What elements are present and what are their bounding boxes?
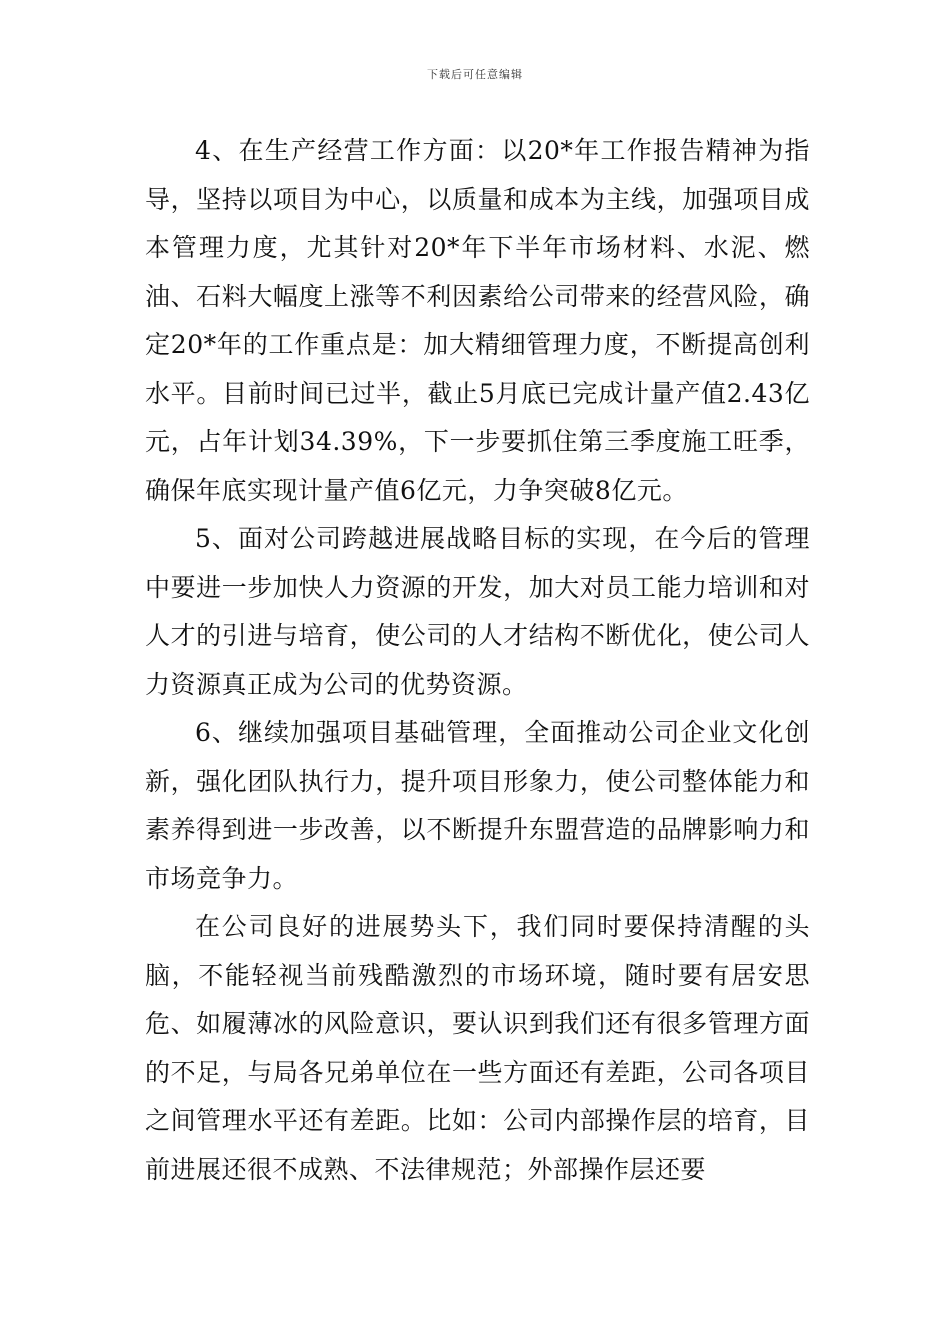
document-body bbox=[145, 127, 810, 1194]
paragraph-item-5: 5、面对公司跨越进展战略目标的实现，在今后的管理中要进一步加快人力资源的开发，加大对员工能力培训和对人才的引进与培育，使公司的人才结构不断优化，使公司人力资源真正成为公司的优势资源。 bbox=[145, 524, 810, 699]
paragraph-item-6: 6、继续加强项目基础管理，全面推动公司企业文化创新，强化团队执行力，提升项目形象力，使公司整体能力和素养得到进一步改善，以不断提升东盟营造的品牌影响力和市场竞争力。 bbox=[145, 718, 810, 893]
paragraph-item-4: 4、在生产经营工作方面：以20*年工作报告精神为指导，坚持以项目为中心，以质量和成本为主线，加强项目成本管理力度，尤其针对20*年下半年市场材料、水泥、燃油、石料大幅度上涨等不利因素给公司带来的经营风险，确定20*年的工作重点是：加大精细管理力度，不断提高创利水平。目前时间已过半，截止5月底已完成计量产值2.43亿元，占年计划34.39%，下一步要抓住第三季度施工旺季，确保年底实现计量产值6亿元，力争突破8亿元。 bbox=[145, 136, 810, 505]
paragraph-risk-awareness: 在公司良好的进展势头下，我们同时要保持清醒的头脑，不能轻视当前残酷激烈的市场环境，随时要有居安思危、如履薄冰的风险意识，要认识到我们还有很多管理方面的不足，与局各兄弟单位在一些方面还有差距，公司各项目之间管理水平还有差距。比如：公司内部操作层的培育，目前进展还很不成熟、不法律规范；外部操作层还要 bbox=[145, 912, 810, 1184]
page-header-note: 下载后可任意编辑 bbox=[427, 68, 523, 81]
